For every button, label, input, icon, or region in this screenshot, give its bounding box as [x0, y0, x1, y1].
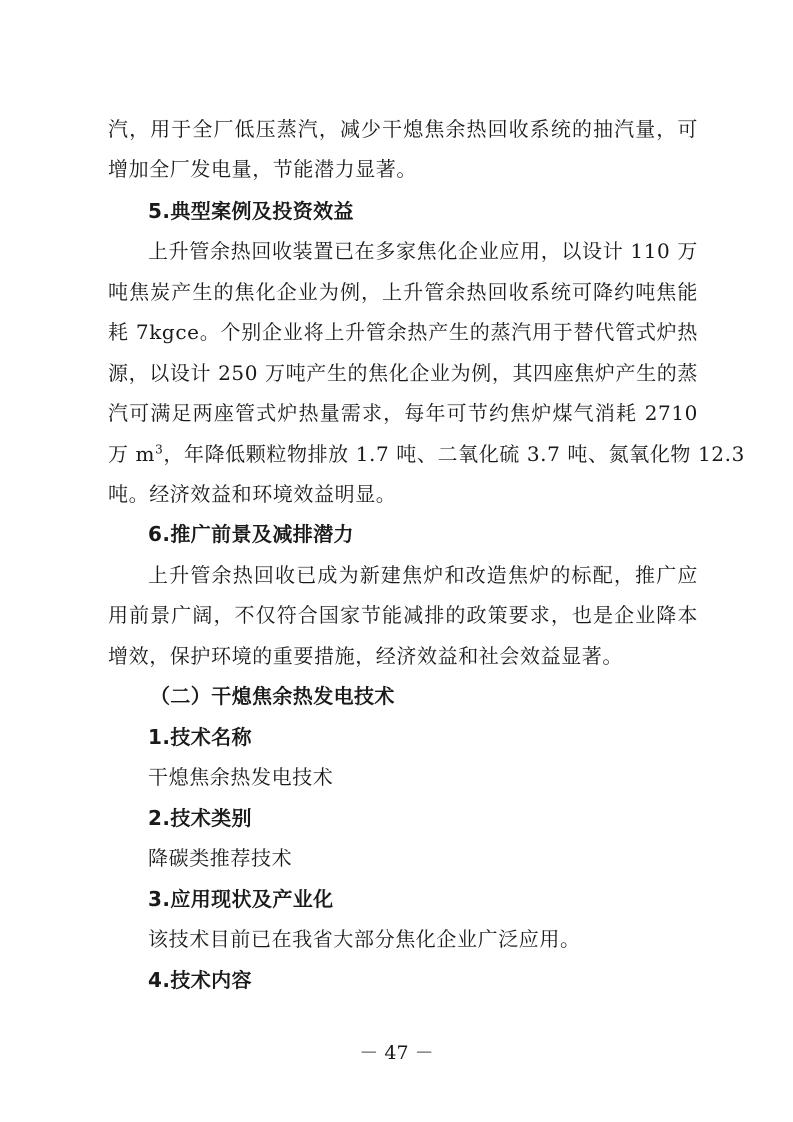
paragraph-line	[108, 440, 745, 468]
paragraph-line: 耗 7kgce。个别企业将上升管余热产生的蒸汽用于替代管式炉热	[108, 320, 698, 344]
page-number: － 47 －	[359, 1042, 434, 1064]
paragraph-line: 用前景广阔，不仅符合国家节能减排的政策要求，也是企业降本	[108, 603, 698, 627]
heading-technology-name: 1.技术名称	[148, 725, 252, 749]
paragraph-line: 汽可满足两座管式炉热量需求，每年可节约焦炉煤气消耗 2710	[108, 401, 698, 425]
technology-name: 干熄焦余热发电技术	[148, 765, 334, 789]
paragraph-line: 汽，用于全厂低压蒸汽，减少干熄焦余热回收系统的抽汽量，可	[108, 117, 698, 141]
superscript: 3	[155, 442, 164, 457]
paragraph-line: 源，以设计 250 万吨产生的焦化企业为例，其四座焦炉产生的蒸	[108, 361, 698, 385]
heading-typical-cases: 5.典型案例及投资效益	[148, 199, 354, 223]
heading-technology-content: 4.技术内容	[148, 968, 252, 992]
heading-application-status: 3.应用现状及产业化	[148, 887, 334, 911]
paragraph-line: 增效，保护环境的重要措施，经济效益和社会效益显著。	[108, 644, 623, 668]
paragraph-line: 吨焦炭产生的焦化企业为例，上升管余热回收系统可降约吨焦能	[108, 280, 698, 304]
paragraph-line: 上升管余热回收装置已在多家焦化企业应用，以设计 110 万	[148, 239, 698, 263]
heading-technology-category: 2.技术类别	[148, 806, 252, 830]
section-heading: （二）干熄焦余热发电技术	[150, 684, 395, 708]
text-fragment: ，年降低颗粒物排放 1.7 吨、二氧化硫 3.7 吨、氮氧化物 12.3	[163, 442, 745, 466]
heading-promotion-prospects: 6.推广前景及减排潜力	[148, 522, 354, 546]
paragraph-line: 增加全厂发电量，节能潜力显著。	[108, 157, 417, 181]
text-fragment: 万 m	[108, 442, 156, 466]
paragraph-line: 上升管余热回收已成为新建焦炉和改造焦炉的标配，推广应	[148, 563, 698, 587]
technology-category: 降碳类推荐技术	[148, 846, 293, 870]
application-status: 该技术目前已在我省大部分焦化企业广泛应用。	[148, 927, 581, 951]
paragraph-line: 吨。经济效益和环境效益明显。	[108, 482, 397, 506]
